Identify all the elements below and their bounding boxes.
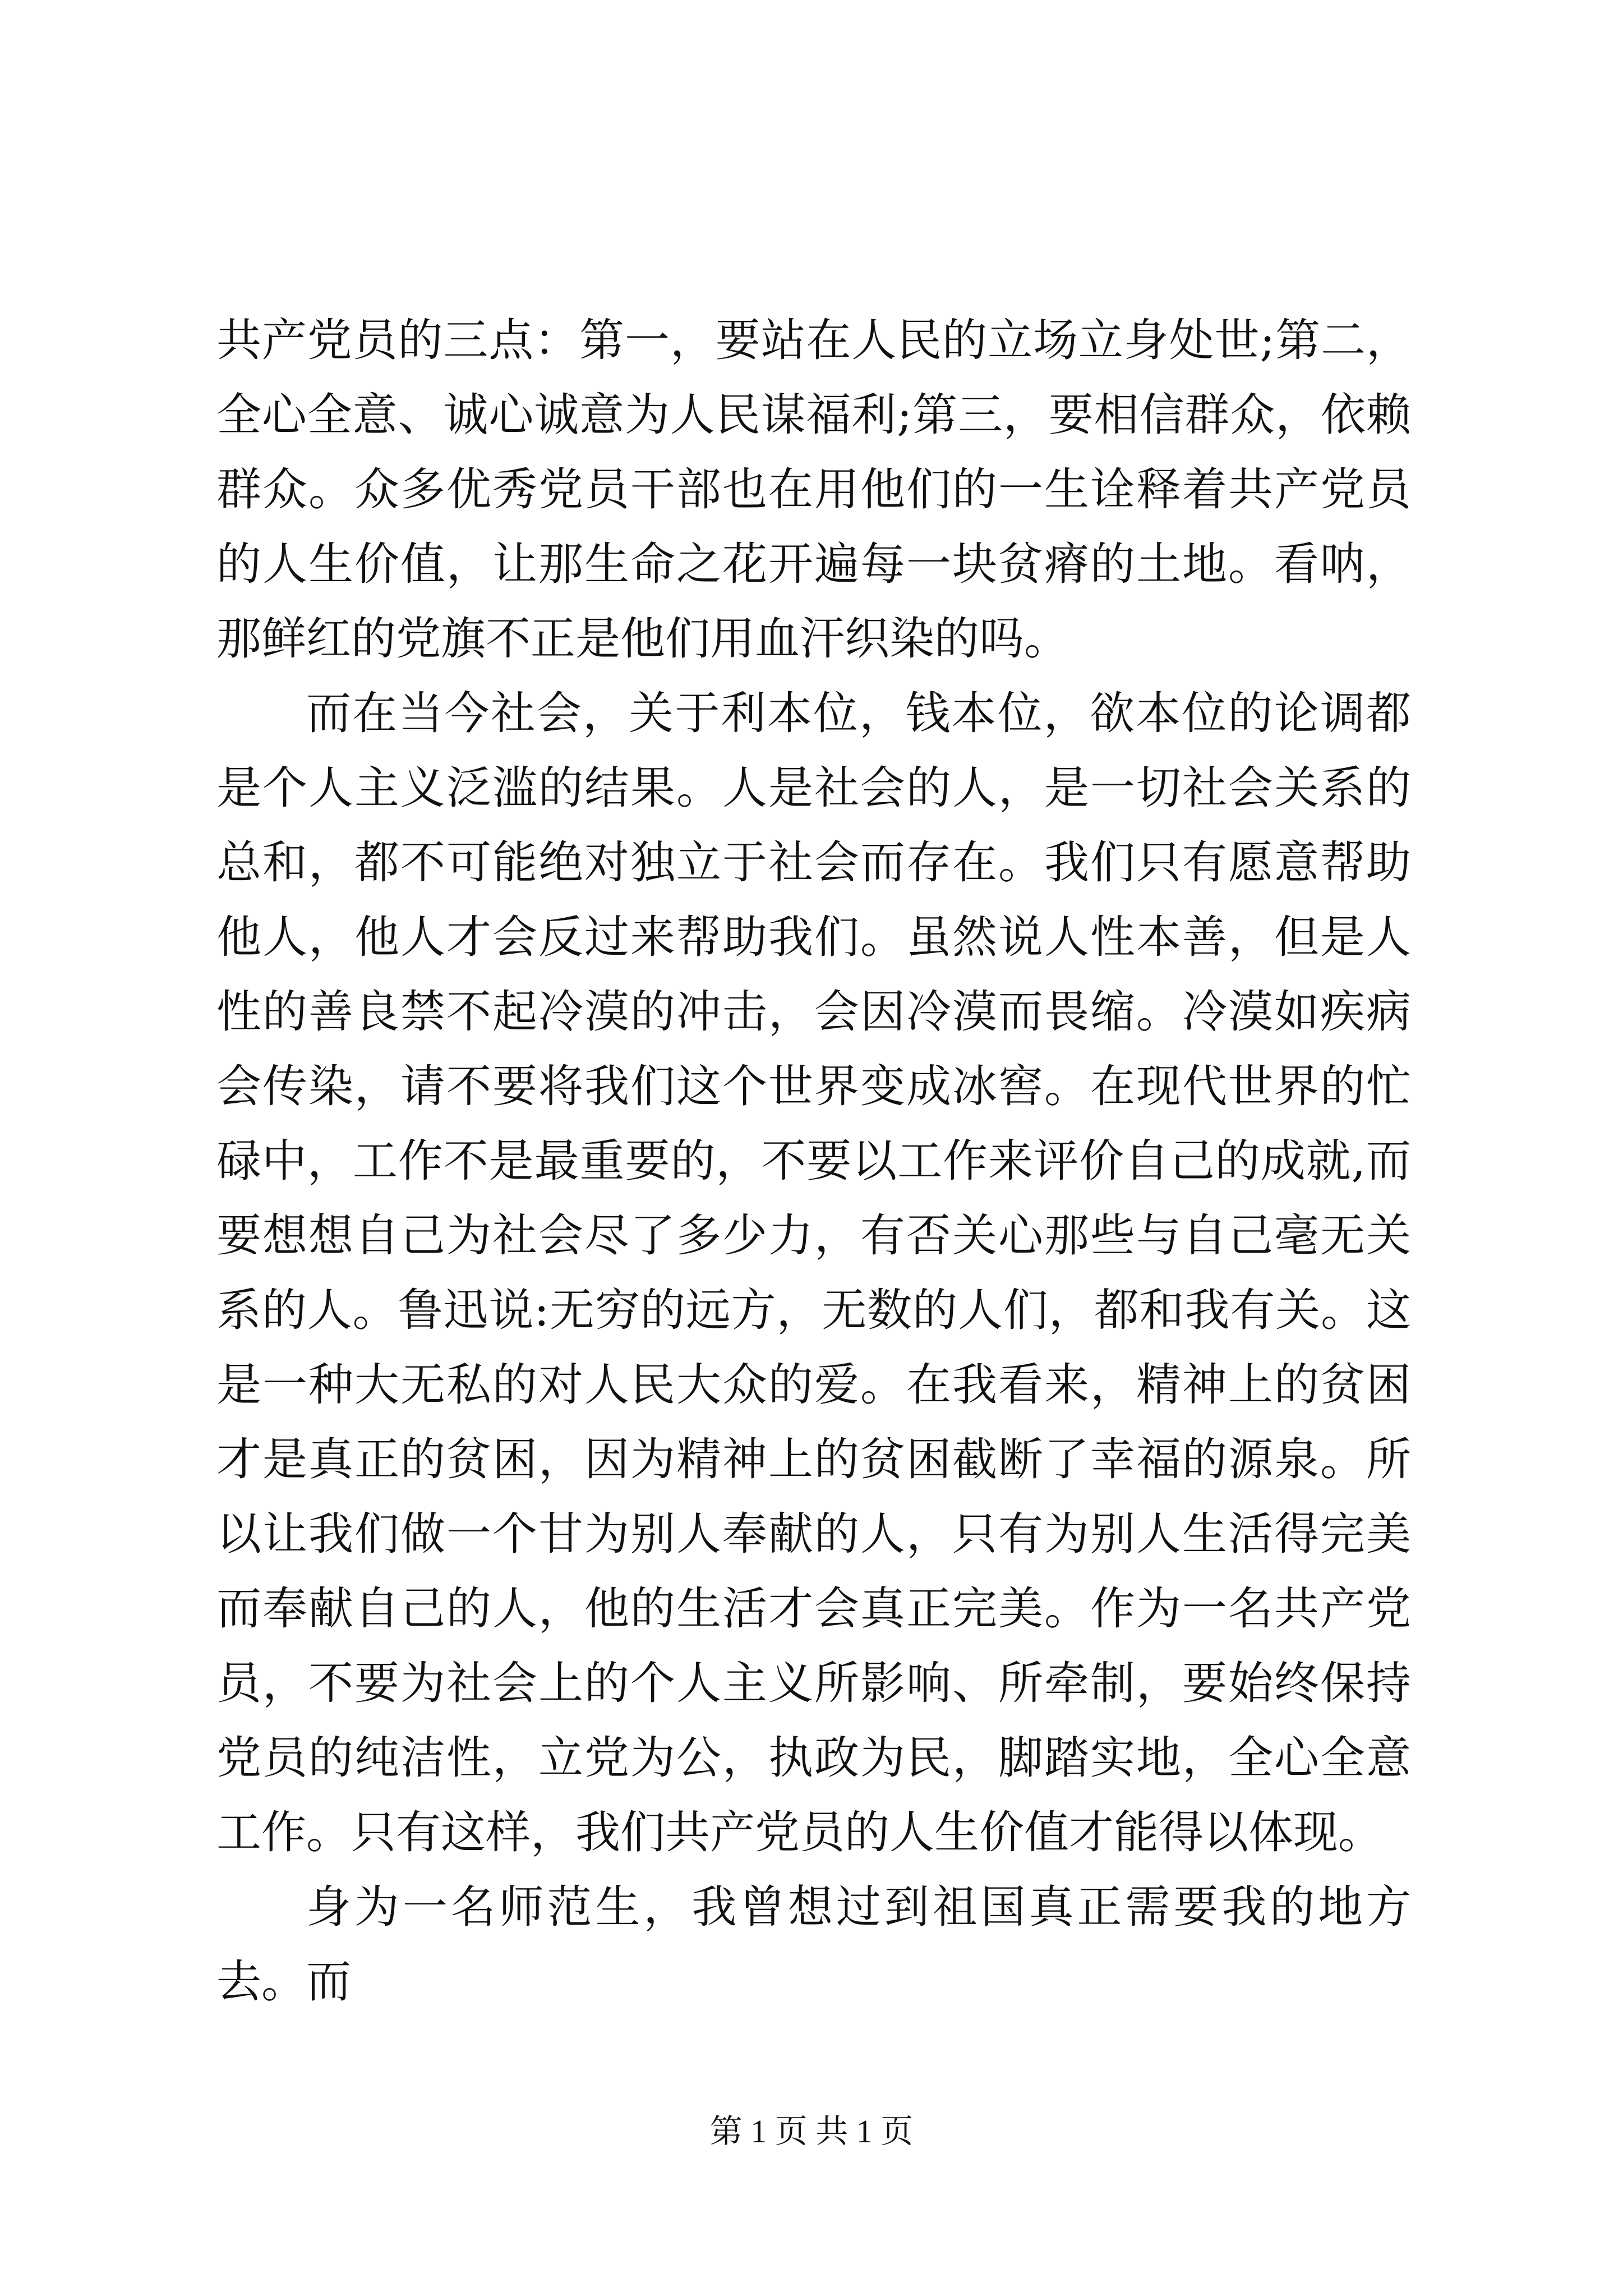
paragraph-2: 而在当今社会，关于利本位，钱本位，欲本位的论调都是个人主义泛滥的结果。人是社会的人，是一切社会关系的总和，都不可能绝对独立于社会而存在。我们只有愿意帮助他人，他人才会反过来帮助我们。虽然说人性本善，但是人性的善良禁不起冷漠的冲击，会因冷漠而畏缩。冷漠如疾病会传染，请不要将我们这个世界变成冰窖。在现代世界的忙碌中，工作不是最重要的，不要以工作来评价自己的成就,而要想想自己为社会尽了多少力，有否关心那些与自己毫无关系的人。鲁迅说:无穷的远方，无数的人们，都和我有关。这是一种大无私的对人民大众的爱。在我看来，精神上的贫困才是真正的贫困，因为精神上的贫困截断了幸福的源泉。所以让我们做一个甘为别人奉献的人，只有为别人生活得完美而奉献自己的人，他的生活才会真正完美。作为一名共产党员，不要为社会上的个人主义所影响、所牵制，要始终保持党员的纯洁性，立党为公，执政为民，脚踏实地，全心全意工作。只有这样，我们共产党员的人生价值才能得以体现。 [216, 687, 1411, 1858]
page-footer: 第 1 页 共 1 页 [709, 2113, 914, 2150]
paragraph-1: 共产党员的三点：第一，要站在人民的立场立身处世;第二，全心全意、诚心诚意为人民谋福利;第三，要相信群众，依赖群众。众多优秀党员干部也在用他们的一生诠释着共产党员的人生价值，让那生命之花开遍每一块贫瘠的土地。看呐，那鲜红的党旗不正是他们用血汗织染的吗。 [216, 314, 1411, 665]
paragraph-3: 身为一名师范生，我曾想过到祖国真正需要我的地方去。而 [216, 1881, 1411, 2008]
document-body [216, 303, 1411, 2019]
